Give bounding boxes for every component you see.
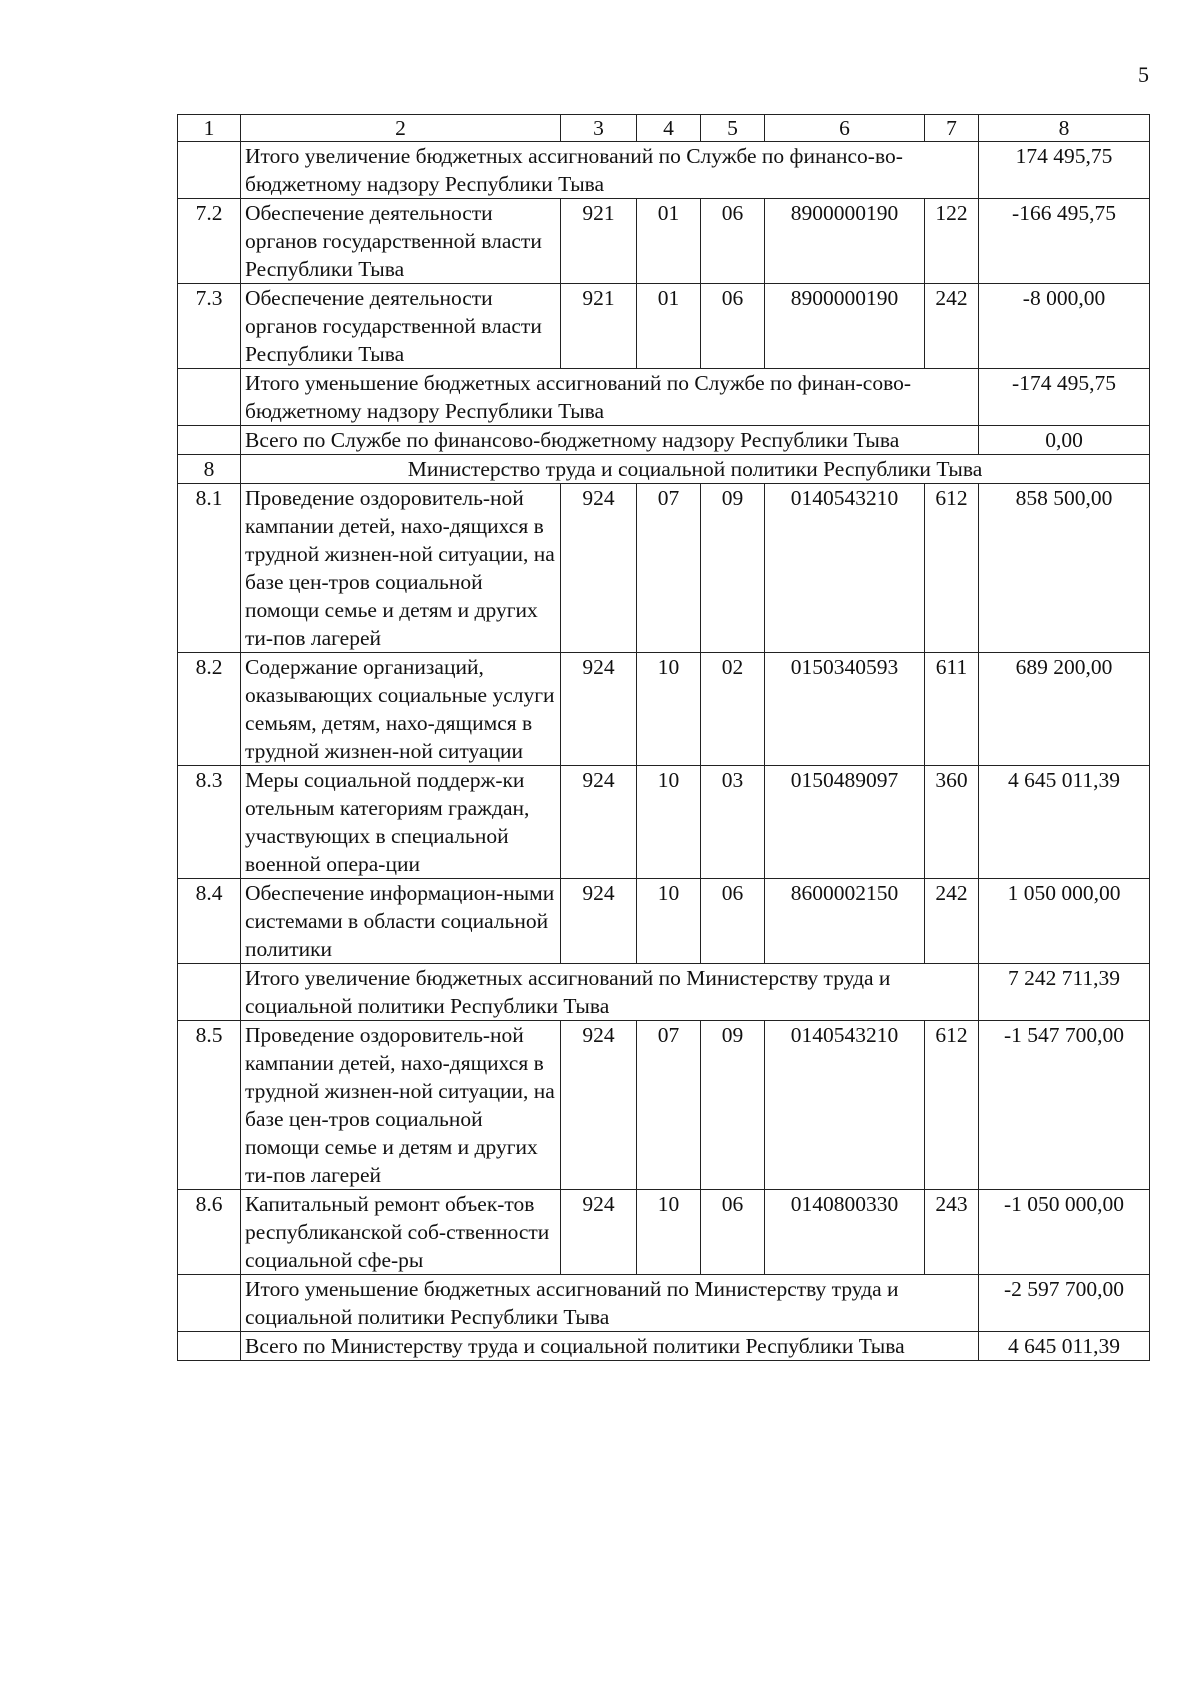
total-row xyxy=(178,964,1150,1021)
row-name: Содержание организаций, оказывающих социальные услуги семьям, детям, нахо-дящимся в трудной жизнен-ной ситуации xyxy=(241,653,561,766)
row-number: 8 xyxy=(178,455,241,484)
amount: -166 495,75 xyxy=(979,199,1150,284)
target-article-code: 8600002150 xyxy=(765,879,925,964)
subsection-code: 02 xyxy=(701,653,765,766)
row-number: 8.2 xyxy=(178,653,241,766)
ministry-code: 924 xyxy=(561,766,637,879)
row-name: Капитальный ремонт объек-тов республиканской соб-ственности социальной сфе-ры xyxy=(241,1190,561,1275)
ministry-code: 924 xyxy=(561,1021,637,1190)
amount: 858 500,00 xyxy=(979,484,1150,653)
subsection-code: 06 xyxy=(701,879,765,964)
row-number xyxy=(178,426,241,455)
total-row xyxy=(178,426,1150,455)
subsection-code: 09 xyxy=(701,484,765,653)
table-row xyxy=(178,1190,1150,1275)
row-number: 8.3 xyxy=(178,766,241,879)
ministry-code: 924 xyxy=(561,879,637,964)
ministry-code: 924 xyxy=(561,653,637,766)
header-cell: 1 xyxy=(178,115,241,142)
subsection-code: 06 xyxy=(701,199,765,284)
ministry-code: 921 xyxy=(561,199,637,284)
total-row xyxy=(178,142,1150,199)
row-number xyxy=(178,142,241,199)
total-label: Итого увеличение бюджетных ассигнований по Службе по финансо-во-бюджетному надзору Республики Тыва xyxy=(241,142,979,199)
total-row xyxy=(178,1332,1150,1361)
expense-type-code: 242 xyxy=(925,879,979,964)
total-row xyxy=(178,369,1150,426)
row-number xyxy=(178,964,241,1021)
amount: -1 547 700,00 xyxy=(979,1021,1150,1190)
expense-type-code: 122 xyxy=(925,199,979,284)
row-name: Проведение оздоровитель-ной кампании детей, нахо-дящихся в трудной жизнен-ной ситуации, на базе цен-тров социальной помощи семье и детям и других ти-пов лагерей xyxy=(241,484,561,653)
section-code: 07 xyxy=(637,1021,701,1190)
header-cell: 4 xyxy=(637,115,701,142)
header-cell: 7 xyxy=(925,115,979,142)
expense-type-code: 611 xyxy=(925,653,979,766)
row-number: 8.6 xyxy=(178,1190,241,1275)
table-row xyxy=(178,199,1150,284)
row-number xyxy=(178,369,241,426)
target-article-code: 0140800330 xyxy=(765,1190,925,1275)
section-code: 01 xyxy=(637,284,701,369)
total-row xyxy=(178,1275,1150,1332)
amount: 1 050 000,00 xyxy=(979,879,1150,964)
row-number: 8.4 xyxy=(178,879,241,964)
page-number: 5 xyxy=(1138,62,1149,87)
table-row xyxy=(178,879,1150,964)
amount: -174 495,75 xyxy=(979,369,1150,426)
expense-type-code: 243 xyxy=(925,1190,979,1275)
amount: -2 597 700,00 xyxy=(979,1275,1150,1332)
table-row xyxy=(178,284,1150,369)
total-label: Итого уменьшение бюджетных ассигнований по Службе по финан-сово-бюджетному надзору Республики Тыва xyxy=(241,369,979,426)
amount: 4 645 011,39 xyxy=(979,1332,1150,1361)
amount: 4 645 011,39 xyxy=(979,766,1150,879)
target-article-code: 0150489097 xyxy=(765,766,925,879)
subsection-code: 09 xyxy=(701,1021,765,1190)
row-name: Обеспечение деятельности органов государственной власти Республики Тыва xyxy=(241,284,561,369)
ministry-code: 921 xyxy=(561,284,637,369)
expense-type-code: 242 xyxy=(925,284,979,369)
subsection-code: 06 xyxy=(701,284,765,369)
expense-type-code: 612 xyxy=(925,484,979,653)
row-name: Проведение оздоровитель-ной кампании детей, нахо-дящихся в трудной жизнен-ной ситуации, на базе цен-тров социальной помощи семье и детям и других ти-пов лагерей xyxy=(241,1021,561,1190)
target-article-code: 8900000190 xyxy=(765,199,925,284)
expense-type-code: 612 xyxy=(925,1021,979,1190)
section-code: 10 xyxy=(637,766,701,879)
ministry-code: 924 xyxy=(561,1190,637,1275)
row-name: Обеспечение деятельности органов государственной власти Республики Тыва xyxy=(241,199,561,284)
amount: -1 050 000,00 xyxy=(979,1190,1150,1275)
table-row xyxy=(178,653,1150,766)
total-label: Итого уменьшение бюджетных ассигнований по Министерству труда и социальной политики Республики Тыва xyxy=(241,1275,979,1332)
row-number: 8.1 xyxy=(178,484,241,653)
subsection-code: 03 xyxy=(701,766,765,879)
table-row xyxy=(178,766,1150,879)
header-cell: 6 xyxy=(765,115,925,142)
row-name: Меры социальной поддерж-ки отельным категориям граждан, участвующих в специальной военной опера-ции xyxy=(241,766,561,879)
section-code: 01 xyxy=(637,199,701,284)
amount: 0,00 xyxy=(979,426,1150,455)
budget-table xyxy=(177,114,1150,1361)
total-label: Итого увеличение бюджетных ассигнований по Министерству труда и социальной политики Республики Тыва xyxy=(241,964,979,1021)
row-name: Обеспечение информацион-ными системами в области социальной политики xyxy=(241,879,561,964)
expense-type-code: 360 xyxy=(925,766,979,879)
header-cell: 3 xyxy=(561,115,637,142)
subsection-code: 06 xyxy=(701,1190,765,1275)
amount: -8 000,00 xyxy=(979,284,1150,369)
section-code: 10 xyxy=(637,879,701,964)
header-cell: 8 xyxy=(979,115,1150,142)
table-row xyxy=(178,1021,1150,1190)
ministry-code: 924 xyxy=(561,484,637,653)
header-cell: 2 xyxy=(241,115,561,142)
total-label: Всего по Министерству труда и социальной политики Республики Тыва xyxy=(241,1332,979,1361)
amount: 7 242 711,39 xyxy=(979,964,1150,1021)
section-code: 10 xyxy=(637,653,701,766)
target-article-code: 0140543210 xyxy=(765,484,925,653)
row-number xyxy=(178,1275,241,1332)
row-number: 8.5 xyxy=(178,1021,241,1190)
section-title: Министерство труда и социальной политики Республики Тыва xyxy=(241,455,1150,484)
amount: 689 200,00 xyxy=(979,653,1150,766)
row-number: 7.3 xyxy=(178,284,241,369)
target-article-code: 0140543210 xyxy=(765,1021,925,1190)
target-article-code: 0150340593 xyxy=(765,653,925,766)
row-number xyxy=(178,1332,241,1361)
section-code: 10 xyxy=(637,1190,701,1275)
header-cell: 5 xyxy=(701,115,765,142)
total-label: Всего по Службе по финансово-бюджетному надзору Республики Тыва xyxy=(241,426,979,455)
amount: 174 495,75 xyxy=(979,142,1150,199)
target-article-code: 8900000190 xyxy=(765,284,925,369)
section-code: 07 xyxy=(637,484,701,653)
table-row xyxy=(178,484,1150,653)
section-row xyxy=(178,455,1150,484)
header-row xyxy=(178,115,1150,142)
row-number: 7.2 xyxy=(178,199,241,284)
